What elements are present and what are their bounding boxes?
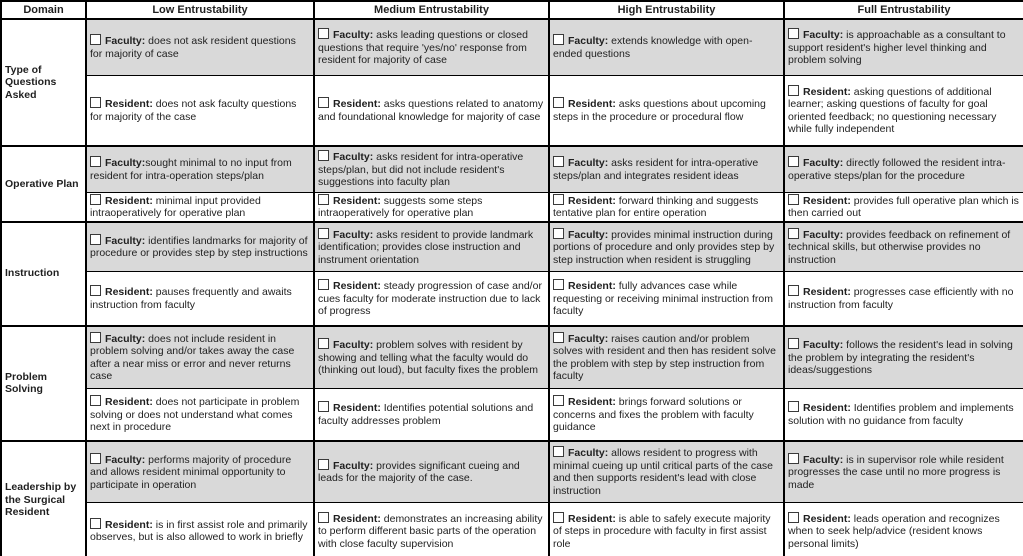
cell-faculty-low-row2: Faculty: identifies landmarks for majority of procedure or provides step by step instructions bbox=[86, 222, 314, 272]
checkbox-icon[interactable] bbox=[788, 285, 799, 296]
cell-faculty-high-row1: Faculty: asks resident for intra-operative steps/plan and integrates resident ideas bbox=[549, 146, 784, 192]
role-label: Faculty: bbox=[333, 228, 374, 241]
role-label: Resident: bbox=[803, 194, 851, 207]
cell-faculty-medium-row0: Faculty: asks leading questions or closed questions that require 'yes/no' response from resident for majority of case bbox=[314, 19, 549, 75]
role-label: Faculty: bbox=[803, 29, 844, 41]
cell-faculty-high-row0: Faculty: extends knowledge with open-ended questions bbox=[549, 19, 784, 75]
checkbox-icon[interactable] bbox=[318, 338, 329, 349]
checkbox-icon[interactable] bbox=[788, 338, 799, 349]
checkbox-icon[interactable] bbox=[788, 453, 799, 464]
role-label: Faculty: bbox=[333, 151, 374, 163]
checkbox-icon[interactable] bbox=[318, 512, 329, 523]
cell-faculty-low-row0: Faculty: does not ask resident questions for majority of case bbox=[86, 19, 314, 75]
role-label: Resident: bbox=[803, 286, 851, 299]
checkbox-icon[interactable] bbox=[788, 28, 799, 39]
cell-resident-full-row1: Resident: provides full operative plan which is then carried out bbox=[784, 192, 1023, 222]
rubric-body bbox=[1, 19, 1023, 556]
resident-subrow bbox=[1, 75, 1023, 146]
checkbox-icon[interactable] bbox=[90, 234, 101, 245]
column-header-full-entrustability: Full Entrustability bbox=[784, 1, 1023, 19]
cell-resident-low-row2: Resident: pauses frequently and awaits instruction from faculty bbox=[86, 272, 314, 326]
domain-cell: Instruction bbox=[1, 222, 86, 326]
role-label: Faculty: bbox=[568, 332, 609, 345]
column-header-low-entrustability: Low Entrustability bbox=[86, 1, 314, 19]
checkbox-icon[interactable] bbox=[90, 34, 101, 45]
role-label: Faculty: bbox=[568, 35, 609, 48]
header-row bbox=[1, 1, 1023, 19]
role-label: Faculty: bbox=[105, 234, 146, 247]
checkbox-icon[interactable] bbox=[788, 194, 799, 205]
role-label: Resident: bbox=[333, 194, 381, 207]
cell-resident-full-row3: Resident: Identifies problem and implements solution with no guidance from faculty bbox=[784, 389, 1023, 441]
checkbox-icon[interactable] bbox=[318, 279, 329, 290]
role-label: Faculty: bbox=[105, 453, 146, 466]
cell-resident-medium-row0: Resident: asks questions related to anatomy and foundational knowledge for majority of case bbox=[314, 75, 549, 146]
checkbox-icon[interactable] bbox=[553, 34, 564, 45]
checkbox-icon[interactable] bbox=[788, 228, 799, 239]
faculty-subrow bbox=[1, 326, 1023, 389]
role-label: Faculty: bbox=[105, 35, 146, 48]
checkbox-icon[interactable] bbox=[553, 97, 564, 108]
domain-cell: Leadership by the Surgical Resident bbox=[1, 441, 86, 556]
role-label: Resident: bbox=[333, 98, 381, 111]
checkbox-icon[interactable] bbox=[788, 85, 799, 96]
role-label: Resident: bbox=[568, 98, 616, 111]
role-label: Resident: bbox=[803, 402, 851, 415]
cell-resident-high-row4: Resident: is able to safely execute majority of steps in procedure with faculty in first assist role bbox=[549, 503, 784, 556]
cell-faculty-full-row0: Faculty: is approachable as a consultant to support resident's higher level thinking and problem solving bbox=[784, 19, 1023, 75]
checkbox-icon[interactable] bbox=[90, 194, 101, 205]
role-label: Resident: bbox=[803, 85, 851, 98]
role-label: Faculty: bbox=[333, 459, 374, 472]
checkbox-icon[interactable] bbox=[553, 228, 564, 239]
cell-resident-medium-row1: Resident: suggests some steps intraoperatively for operative plan bbox=[314, 192, 549, 222]
role-label: Faculty: bbox=[803, 228, 844, 241]
checkbox-icon[interactable] bbox=[90, 97, 101, 108]
checkbox-icon[interactable] bbox=[90, 395, 101, 406]
cell-resident-medium-row3: Resident: Identifies potential solutions and faculty addresses problem bbox=[314, 389, 549, 441]
cell-resident-full-row4: Resident: leads operation and recognizes when to seek help/advice (resident knows personal limits) bbox=[784, 503, 1023, 556]
cell-resident-low-row1: Resident: minimal input provided intraoperatively for operative plan bbox=[86, 192, 314, 222]
checkbox-icon[interactable] bbox=[553, 446, 564, 457]
faculty-subrow bbox=[1, 222, 1023, 272]
column-header-high-entrustability: High Entrustability bbox=[549, 1, 784, 19]
checkbox-icon[interactable] bbox=[318, 97, 329, 108]
cell-resident-low-row0: Resident: does not ask faculty questions for majority of the case bbox=[86, 75, 314, 146]
role-label: Faculty: bbox=[568, 228, 609, 241]
checkbox-icon[interactable] bbox=[788, 401, 799, 412]
faculty-subrow bbox=[1, 19, 1023, 75]
cell-resident-low-row4: Resident: is in first assist role and primarily observes, but is also allowed to work in briefly bbox=[86, 503, 314, 556]
checkbox-icon[interactable] bbox=[318, 150, 329, 161]
domain-cell: Operative Plan bbox=[1, 146, 86, 222]
cell-faculty-medium-row3: Faculty: problem solves with resident by showing and telling what the faculty would do (thinking out loud), but faculty fixes the problem bbox=[314, 326, 549, 389]
cell-faculty-high-row4: Faculty: allows resident to progress with minimal cueing up until critical parts of the case and then supports resident's lead with close instruction bbox=[549, 441, 784, 503]
checkbox-icon[interactable] bbox=[788, 512, 799, 523]
checkbox-icon[interactable] bbox=[553, 279, 564, 290]
resident-subrow bbox=[1, 389, 1023, 441]
role-label: Resident: bbox=[105, 286, 153, 299]
role-label: Resident: bbox=[333, 402, 381, 415]
cell-resident-medium-row4: Resident: demonstrates an increasing ability to perform different basic parts of the operation with close faculty supervision bbox=[314, 503, 549, 556]
cell-faculty-high-row2: Faculty: provides minimal instruction during portions of procedure and only provides step by step instruction when resident is struggling bbox=[549, 222, 784, 272]
checkbox-icon[interactable] bbox=[90, 285, 101, 296]
role-label: Resident: bbox=[803, 512, 851, 525]
cell-faculty-full-row3: Faculty: follows the resident's lead in solving the problem by integrating the resident's ideas/suggestions bbox=[784, 326, 1023, 389]
role-label: Faculty: bbox=[568, 157, 609, 170]
role-label: Resident: bbox=[333, 280, 381, 292]
role-label: Faculty: bbox=[803, 453, 844, 466]
role-label: Faculty: bbox=[803, 339, 844, 351]
role-label: Faculty: bbox=[333, 339, 374, 351]
cell-faculty-full-row2: Faculty: provides feedback on refinement of technical skills, but otherwise provides no instruction bbox=[784, 222, 1023, 272]
checkbox-icon[interactable] bbox=[318, 194, 329, 205]
cell-faculty-full-row1: Faculty: directly followed the resident intra-operative steps/plan for the procedure bbox=[784, 146, 1023, 192]
cell-resident-high-row3: Resident: brings forward solutions or concerns and fixes the problem with faculty guidance bbox=[549, 389, 784, 441]
role-label: Faculty: bbox=[105, 332, 146, 345]
checkbox-icon[interactable] bbox=[90, 332, 101, 343]
cell-faculty-low-row1: Faculty:sought minimal to no input from resident for intra-operation steps/plan bbox=[86, 146, 314, 192]
role-label: Faculty: bbox=[333, 29, 374, 41]
faculty-subrow bbox=[1, 146, 1023, 192]
cell-resident-high-row1: Resident: forward thinking and suggests tentative plan for entire operation bbox=[549, 192, 784, 222]
cell-faculty-medium-row1: Faculty: asks resident for intra-operative steps/plan, but did not include resident's suggestions into faculty plan bbox=[314, 146, 549, 192]
checkbox-icon[interactable] bbox=[553, 332, 564, 343]
checkbox-icon[interactable] bbox=[553, 512, 564, 523]
role-label: Resident: bbox=[568, 396, 616, 408]
checkbox-icon[interactable] bbox=[553, 156, 564, 167]
cell-resident-high-row0: Resident: asks questions about upcoming steps in the procedure or procedural flow bbox=[549, 75, 784, 146]
checkbox-icon[interactable] bbox=[318, 28, 329, 39]
cell-faculty-medium-row2: Faculty: asks resident to provide landmark identification; provides close instruction and instrument orientation bbox=[314, 222, 549, 272]
domain-cell: Problem Solving bbox=[1, 326, 86, 441]
cell-resident-high-row2: Resident: fully advances case while requesting or receiving minimal instruction from faculty bbox=[549, 272, 784, 326]
cell-resident-full-row2: Resident: progresses case efficiently with no instruction from faculty bbox=[784, 272, 1023, 326]
cell-faculty-full-row4: Faculty: is in supervisor role while resident progresses the case until no more progress is made bbox=[784, 441, 1023, 503]
domain-cell: Type of Questions Asked bbox=[1, 19, 86, 146]
role-label: Resident: bbox=[568, 512, 616, 525]
cell-faculty-low-row4: Faculty: performs majority of procedure and allows resident minimal opportunity to participate in operation bbox=[86, 441, 314, 503]
role-label: Resident: bbox=[568, 194, 616, 207]
checkbox-icon[interactable] bbox=[318, 401, 329, 412]
role-label: Faculty: bbox=[803, 157, 844, 170]
checkbox-icon[interactable] bbox=[553, 395, 564, 406]
checkbox-icon[interactable] bbox=[553, 194, 564, 205]
checkbox-icon[interactable] bbox=[90, 453, 101, 464]
resident-subrow bbox=[1, 503, 1023, 556]
role-label: Resident: bbox=[105, 396, 153, 408]
checkbox-icon[interactable] bbox=[788, 156, 799, 167]
cell-resident-low-row3: Resident: does not participate in problem solving or does not understand what comes next in procedure bbox=[86, 389, 314, 441]
cell-faculty-medium-row4: Faculty: provides significant cueing and leads for the majority of the case. bbox=[314, 441, 549, 503]
faculty-subrow bbox=[1, 441, 1023, 503]
checkbox-icon[interactable] bbox=[318, 228, 329, 239]
checkbox-icon[interactable] bbox=[90, 518, 101, 529]
role-label: Faculty: bbox=[105, 157, 146, 170]
role-label: Resident: bbox=[105, 194, 153, 207]
checkbox-icon[interactable] bbox=[318, 459, 329, 470]
role-label: Resident: bbox=[333, 512, 381, 525]
role-label: Faculty: bbox=[568, 447, 609, 460]
checkbox-icon[interactable] bbox=[90, 156, 101, 167]
role-label: Resident: bbox=[568, 280, 616, 292]
resident-subrow bbox=[1, 192, 1023, 222]
cell-resident-full-row0: Resident: asking questions of additional learner; asking questions of faculty for goal oriented feedback; no questioning necessary while fully independent bbox=[784, 75, 1023, 146]
role-label: Resident: bbox=[105, 518, 153, 531]
column-header-domain: Domain bbox=[1, 1, 86, 19]
cell-resident-medium-row2: Resident: steady progression of case and/or cues faculty for moderate instruction due to lack of progress bbox=[314, 272, 549, 326]
cell-faculty-high-row3: Faculty: raises caution and/or problem solves with resident and then has resident solve the problem with step by step instruction from faculty bbox=[549, 326, 784, 389]
column-header-medium-entrustability: Medium Entrustability bbox=[314, 1, 549, 19]
resident-subrow bbox=[1, 272, 1023, 326]
role-label: Resident: bbox=[105, 98, 153, 111]
cell-faculty-low-row3: Faculty: does not include resident in problem solving and/or takes away the case after a near miss or error and never returns case bbox=[86, 326, 314, 389]
